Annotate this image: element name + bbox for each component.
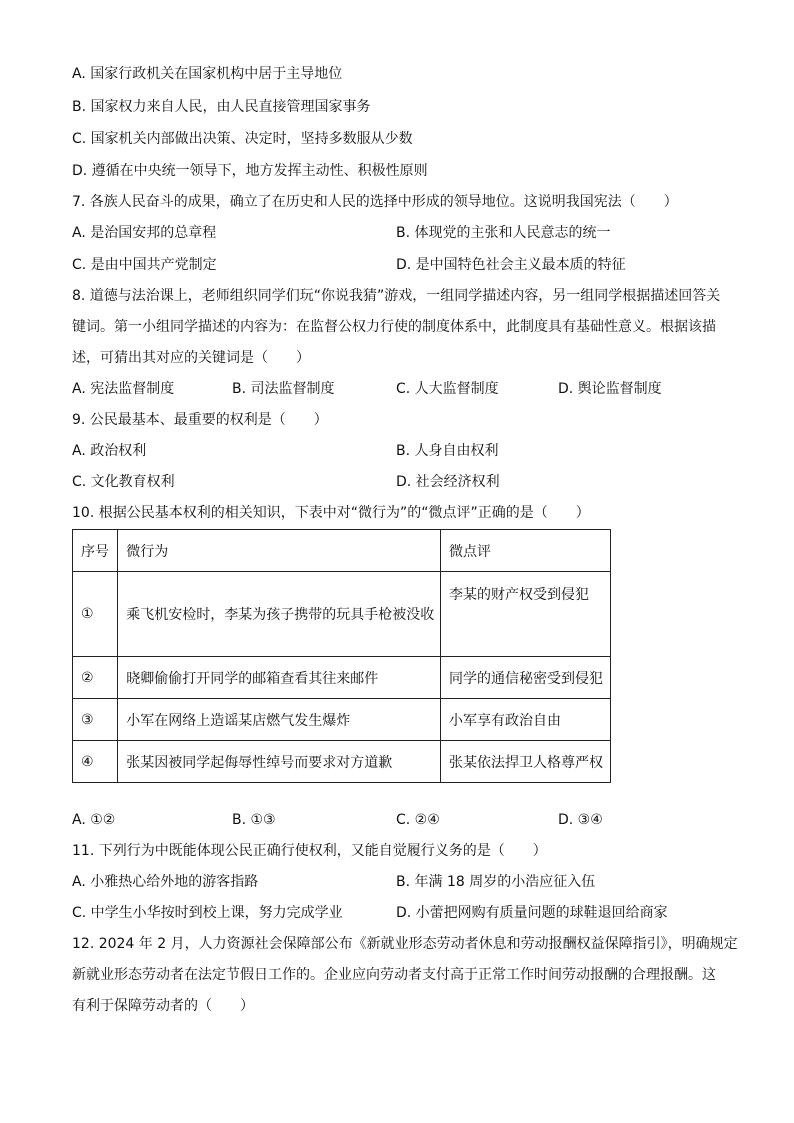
q8-option-d: D. 舆论监督制度: [558, 381, 662, 397]
q10-option-d: D. ③④: [558, 812, 603, 828]
row-comment: 小军享有政治自由: [441, 699, 611, 741]
row-behavior: 张某因被同学起侮辱性绰号而要求对方道歉: [118, 741, 441, 783]
q10-option-b: B. ①③: [232, 812, 276, 828]
q8-option-b: B. 司法监督制度: [232, 381, 335, 397]
q7-stem: 7. 各族人民奋斗的成果，确立了在历史和人民的选择中形成的领导地位。这说明我国宪法（ ）: [72, 194, 678, 210]
row-comment: 李某的财产权受到侵犯: [441, 572, 611, 657]
row-index: ④: [73, 741, 118, 783]
row-index: ③: [73, 699, 118, 741]
q6-option-a: A. 国家行政机关在国家机构中居于主导地位: [72, 66, 343, 82]
table-row: [73, 657, 611, 699]
q10-stem: 10. 根据公民基本权利的相关知识，下表中对“微行为”的“微点评”正确的是（ ）: [72, 505, 590, 521]
row-comment: 张某依法捍卫人格尊严权: [441, 741, 611, 783]
q11-option-c: C. 中学生小华按时到校上课，努力完成学业: [72, 905, 343, 921]
q12-stem-line-2: 新就业形态劳动者在法定节假日工作的。企业应向劳动者支付高于正常工作时间劳动报酬的合理报酬。这: [72, 967, 716, 983]
q6-option-d: D. 遵循在中央统一领导下，地方发挥主动性、积极性原则: [72, 163, 428, 179]
table-row: [73, 741, 611, 783]
q10-option-c: C. ②④: [396, 812, 440, 828]
q12-stem-line-3: 有利于保障劳动者的（ ）: [72, 998, 254, 1014]
q8-option-a: A. 宪法监督制度: [72, 381, 175, 397]
row-index: ②: [73, 657, 118, 699]
q11-stem: 11. 下列行为中既能体现公民正确行使权利，又能自觉履行义务的是（ ）: [72, 843, 547, 859]
q7-option-a: A. 是治国安邦的总章程: [72, 225, 217, 241]
q11-option-b: B. 年满 18 周岁的小浩应征入伍: [396, 874, 596, 890]
header-behavior: 微行为: [118, 530, 441, 572]
q7-option-b: B. 体现党的主张和人民意志的统一: [396, 225, 611, 241]
q11-option-a: A. 小雅热心给外地的游客指路: [72, 874, 259, 890]
q8-option-c: C. 人大监督制度: [396, 381, 499, 397]
q10-option-a: A. ①②: [72, 812, 116, 828]
q9-option-c: C. 文化教育权利: [72, 474, 175, 490]
q7-option-c: C. 是由中国共产党制定: [72, 257, 217, 273]
header-comment: 微点评: [441, 530, 611, 572]
header-index: 序号: [73, 530, 118, 572]
q10-table: [72, 529, 611, 783]
table-header-row: [73, 530, 611, 572]
table-row: [73, 572, 611, 657]
q8-stem-line-2: 键词。第一小组同学描述的内容为：在监督公权力行使的制度体系中，此制度具有基础性意义。根据该描: [72, 319, 716, 335]
row-index: ①: [73, 572, 118, 657]
q9-option-b: B. 人身自由权利: [396, 443, 499, 459]
q8-stem-line-3: 述，可猜出其对应的关键词是（ ）: [72, 350, 310, 366]
row-behavior: 乘飞机安检时，李某为孩子携带的玩具手枪被没收: [118, 572, 441, 657]
q8-stem-line-1: 8. 道德与法治课上，老师组织同学们玩“你说我猜”游戏，一组同学描述内容，另一组同学根据描述回答关: [72, 288, 721, 304]
row-behavior: 小军在网络上造谣某店燃气发生爆炸: [118, 699, 441, 741]
table-row: [73, 699, 611, 741]
q9-option-a: A. 政治权利: [72, 443, 147, 459]
q7-option-d: D. 是中国特色社会主义最本质的特征: [396, 257, 626, 273]
q6-option-b: B. 国家权力来自人民，由人民直接管理国家事务: [72, 99, 371, 115]
q6-option-c: C. 国家机关内部做出决策、决定时，坚持多数服从少数: [72, 131, 413, 147]
row-behavior: 晓卿偷偷打开同学的邮箱查看其往来邮件: [118, 657, 441, 699]
q11-option-d: D. 小蕾把网购有质量问题的球鞋退回给商家: [396, 905, 668, 921]
row-comment: 同学的通信秘密受到侵犯: [441, 657, 611, 699]
q9-option-d: D. 社会经济权利: [396, 474, 500, 490]
q9-stem: 9. 公民最基本、最重要的权利是（ ）: [72, 412, 328, 428]
q12-stem-line-1: 12. 2024 年 2 月，人力资源社会保障部公布《新就业形态劳动者休息和劳动报酬权益保障指引》，明确规定: [72, 936, 738, 952]
